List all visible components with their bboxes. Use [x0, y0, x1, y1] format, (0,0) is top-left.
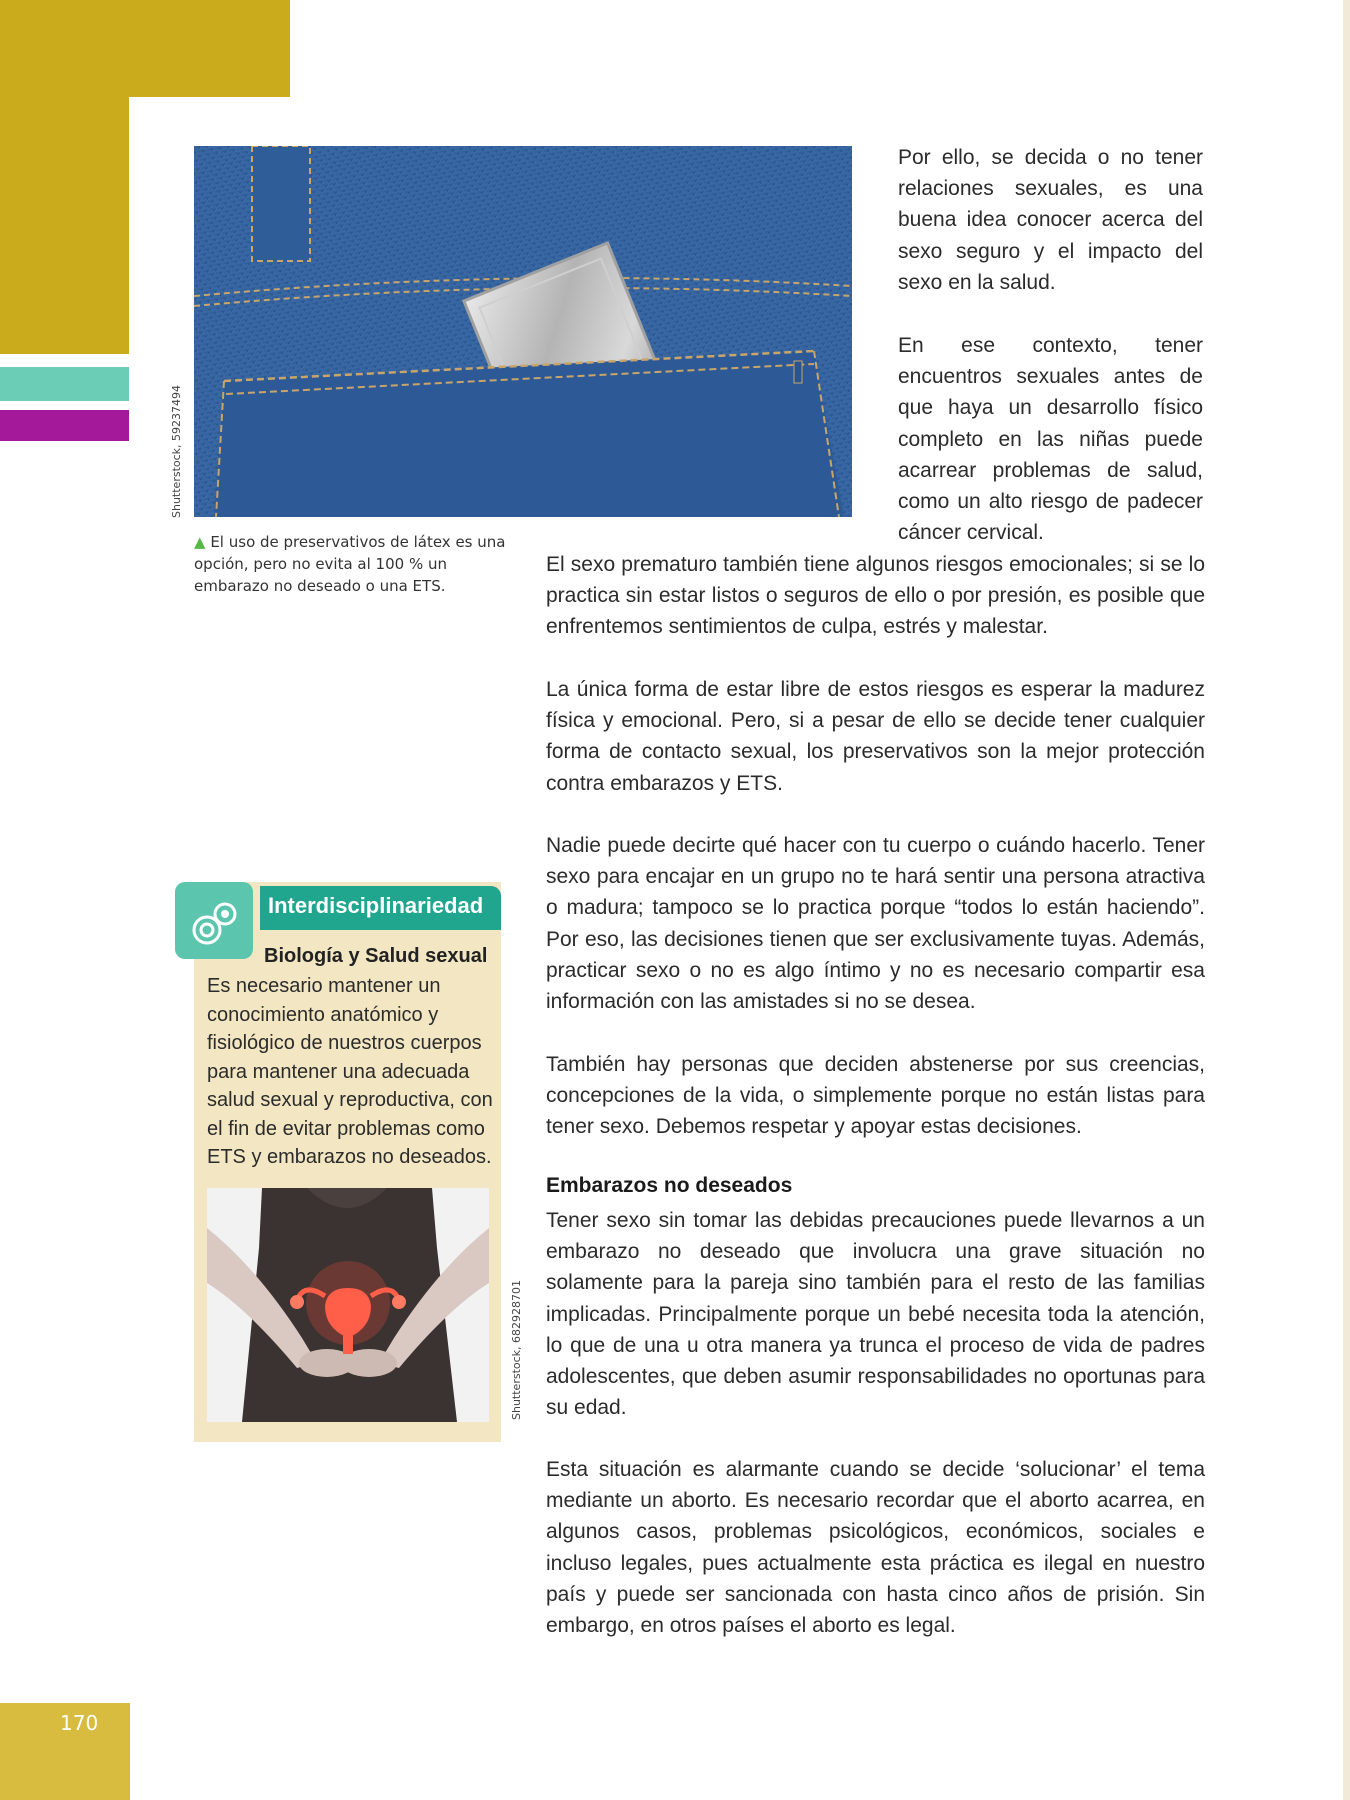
decor-band-left [0, 97, 129, 354]
paragraph: La única forma de estar libre de estos riesgos es esperar la madurez física y emocional. Pero, si a pesar de ello se decide tener cualquier forma de contacto sexual, los preservativos son la mejor protección contra embarazos y ETS. [546, 678, 1205, 795]
interdisciplinary-title: Interdisciplinariedad [268, 893, 484, 918]
uterus-illustration-image [207, 1188, 489, 1422]
target-icon [175, 882, 253, 959]
image-credit: Shutterstock, 59237494 [170, 384, 183, 518]
jeans-condom-image [194, 146, 852, 517]
paragraph: También hay personas que deciden abstenerse por sus creencias, concepciones de la vida, o simplemente porque no están listas para tener sexo. Debemos respetar y apoyar estas decisiones. [546, 1053, 1205, 1139]
paragraph: Tener sexo sin tomar las debidas precauciones puede llevarnos a un embarazo no deseado que involucra una grave situación no solamente para la pareja sino también para el resto de las familias implicadas. Principalmente porque un bebé necesita toda la atención, lo que de una u otra manera ya trunca el proceso de vida de padres adolescentes, que deben asumir responsabilidades no oportunas para su edad. [546, 1209, 1205, 1420]
decor-band-magenta [0, 410, 129, 441]
section-heading: Embarazos no deseados [546, 1174, 793, 1197]
page-number: 170 [60, 1711, 99, 1735]
paragraph: Nadie puede decirte qué hacer con tu cuerpo o cuándo hacerlo. Tener sexo para encajar en un grupo no te hará sentir una persona atractiva o madura; tampoco se lo practica porque “todos lo están haciendo”. Por eso, las decisiones tienen que ser exclusivamente tuyas. Además, practicar sexo o no es algo íntimo y no es necesario compartir esa información con las amistades si no se desea. [546, 834, 1205, 1014]
image-credit: Shutterstock, 682928701 [510, 1279, 523, 1420]
page-edge [1343, 0, 1350, 1800]
paragraph: Por ello, se decida o no tener relaciones sexuales, es una buena idea conocer acerca del sexo seguro y el impacto del sexo en la salud. [898, 146, 1203, 294]
image-caption [194, 531, 506, 597]
paragraph: El sexo prematuro también tiene algunos riesgos emocionales; si se lo practica sin estar listos o seguros de ello o por presión, es posible que enfrentemos sentimientos de culpa, estrés y malestar. [546, 553, 1205, 639]
interdisciplinary-text: Es necesario mantener un conocimiento anatómico y fisiológico de nuestros cuerpos para mantener una adecuada salud sexual y reproductiva, con el fin de evitar problemas como ETS y embarazos no deseados. [207, 975, 493, 1168]
decor-band-teal [0, 367, 129, 401]
decor-band-top [0, 0, 290, 97]
caption-marker-icon: ▲ [194, 533, 206, 551]
paragraph: Esta situación es alarmante cuando se decide ‘solucionar’ el tema mediante un aborto. Es necesario recordar que el aborto acarrea, en algunos casos, problemas psicológicos, económicos, sociales e incluso legales, pues actualmente esta práctica es ilegal en nuestro país y puede ser sancionada con hasta cinco años de prisión. Sin embargo, en otros países el aborto es legal. [546, 1458, 1205, 1638]
caption-text: El uso de preservativos de látex es una opción, pero no evita al 100 % un embarazo no deseado o una ETS. [194, 533, 506, 595]
interdisciplinary-subtitle: Biología y Salud sexual [264, 945, 488, 967]
paragraph: En ese contexto, tener encuentros sexuales antes de que haya un desarrollo físico completo en las niñas puede acarrear problemas de salud, como un alto riesgo de padecer cáncer cervical. [898, 334, 1203, 545]
